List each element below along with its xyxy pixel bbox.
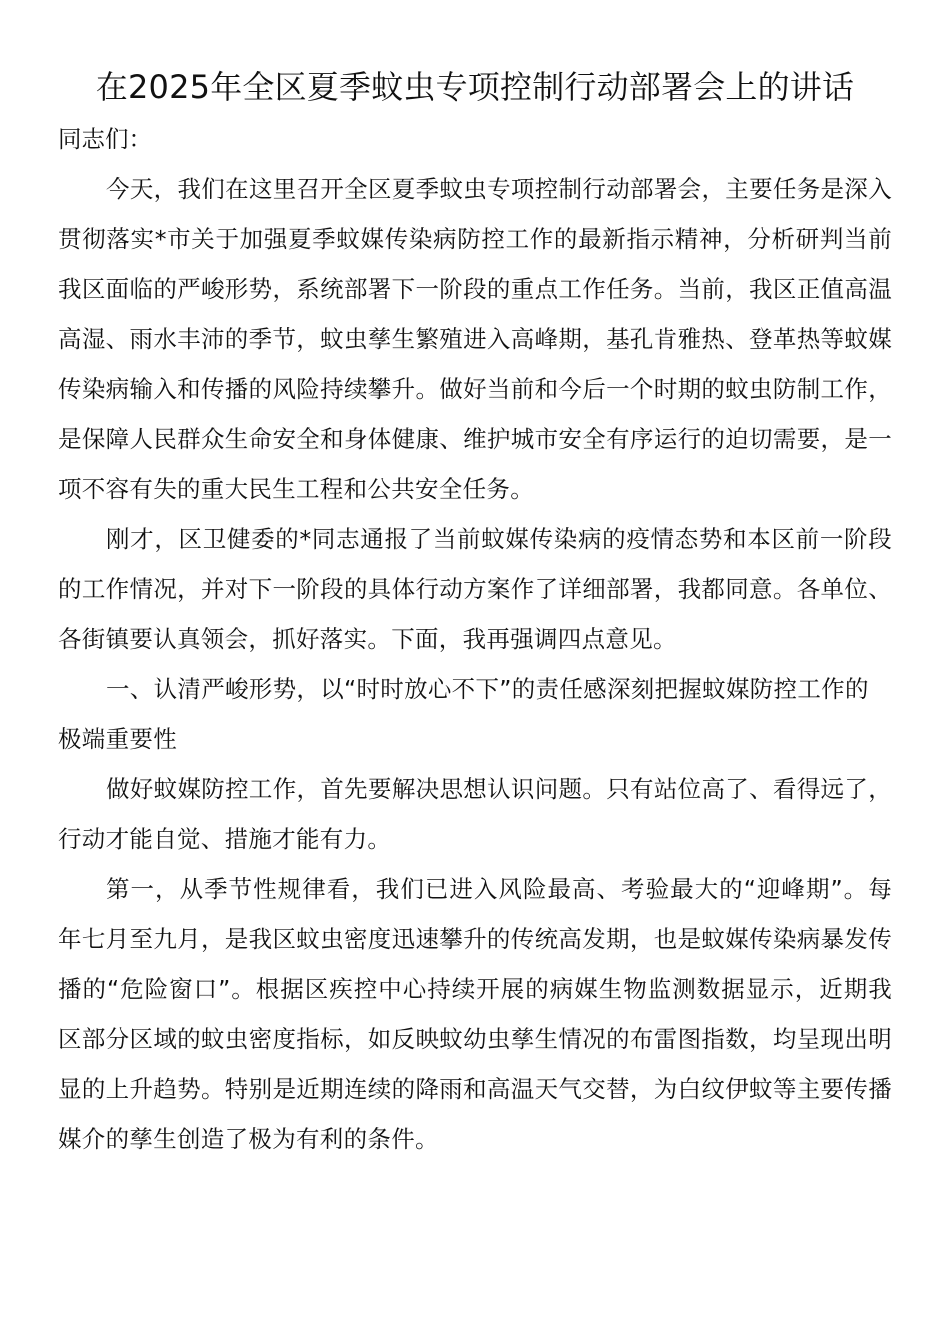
body-paragraph: 刚才，区卫健委的*同志通报了当前蚊媒传染病的疫情态势和本区前一阶段的工作情况，并对下一阶段的具体行动方案作了详细部署，我都同意。各单位、各街镇要认真领会，抓好落实。下面，我再强调四点意见。 bbox=[58, 525, 892, 653]
body-paragraph: 今天，我们在这里召开全区夏季蚊虫专项控制行动部署会，主要任务是深入贯彻落实*市关于加强夏季蚊媒传染病防控工作的最新指示精神，分析研判当前我区面临的严峻形势，系统部署下一阶段的重点工作任务。当前，我区正值高温高湿、雨水丰沛的季节，蚊虫孳生繁殖进入高峰期，基孔肯雅热、登革热等蚊媒传染病输入和传播的风险持续攀升。做好当前和今后一个时期的蚊虫防制工作，是保障人民群众生命安全和身体健康、维护城市安全有序运行的迫切需要，是一项不容有失的重大民生工程和公共安全任务。 bbox=[58, 175, 892, 503]
document-page bbox=[58, 62, 892, 1164]
document-title: 在2025年全区夏季蚊虫专项控制行动部署会上的讲话 bbox=[95, 68, 855, 106]
body-paragraph: 做好蚊媒防控工作，首先要解决思想认识问题。只有站位高了、看得远了，行动才能自觉、措施才能有力。 bbox=[58, 775, 892, 853]
body-paragraph: 第一，从季节性规律看，我们已进入风险最高、考验最大的“迎峰期”。每年七月至九月，是我区蚊虫密度迅速攀升的传统高发期，也是蚊媒传染病暴发传播的“危险窗口”。根据区疾控中心持续开展的病媒生物监测数据显示，近期我区部分区域的蚊虫密度指标，如反映蚊幼虫孳生情况的布雷图指数，均呈现出明显的上升趋势。特别是近期连续的降雨和高温天气交替，为白纹伊蚊等主要传播媒介的孳生创造了极为有利的条件。 bbox=[58, 875, 892, 1153]
salutation: 同志们： bbox=[58, 125, 152, 153]
section-heading: 一、认清严峻形势，以“时时放心不下”的责任感深刻把握蚊媒防控工作的极端重要性 bbox=[58, 675, 869, 753]
